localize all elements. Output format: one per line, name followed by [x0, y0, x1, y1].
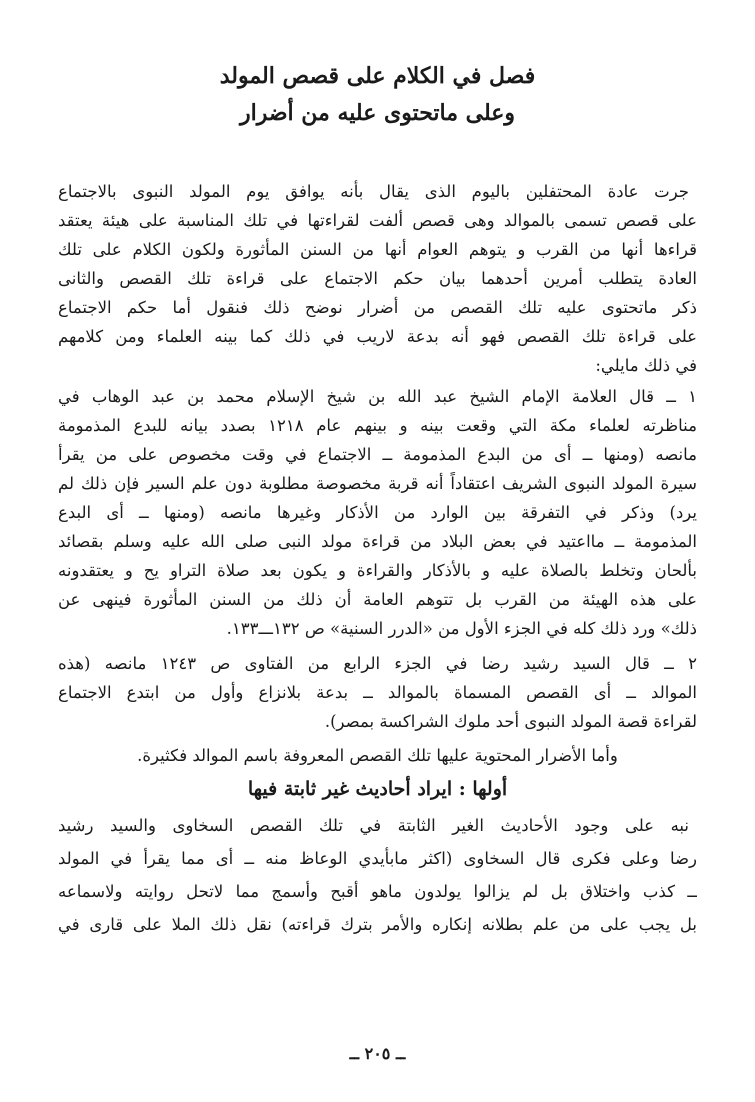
text-line: على قراءة تلك القصص فهو أنه بدعة لاريب في ذلك كما بينه العلماء ومن كلامهم [58, 327, 697, 346]
text-line: رضا وعلى فكرى قال السخاوى (اكثر مابأيدي الوعاظ منه ــ أى مما يقرأ في المولد [58, 849, 697, 868]
text-line: بل يجب على من علم بطلانه إنكاره والأمر بترك قراءته) نقل ذلك الملا على قارى في [58, 915, 697, 934]
text-line: مانصه (ومنها ــ أى من البدع المذمومة ــ الاجتماع في وقت مخصوص على من يقرأ [58, 445, 697, 464]
text-line: على قصص تسمى بالموالد وهى قصص ألفت لقراءتها في تلك المناسبة على هيئة يعتقد [58, 211, 697, 230]
text-line: المذمومة ــ مااعتيد في بعض البلاد من قراءة مولد النبى صلى الله عليه وسلم بقصائد [58, 532, 697, 551]
text-line: لقراءة قصة المولد النبوى أحد ملوك الشراكسة بمصر). [324, 712, 697, 731]
text-line: ذلك» ورد ذلك كله في الجزء الأول من «الدرر السنية» ص ١٣٢ـــ١٣٣. [226, 619, 697, 638]
text-line: ١ ــ قال العلامة الإمام الشيخ عبد الله بن شيخ الإسلام محمد بن عبد الوهاب في [58, 387, 697, 406]
text-line: جرت عادة المحتفلين باليوم الذى يقال بأنه يوافق يوم المولد النبوى بالاجتماع [58, 182, 689, 201]
section-subheading: أولها : ايراد أحاديث غير ثابتة فيها [247, 778, 508, 800]
text-line: ذكر ماتحتوى عليه تلك القصص من أضرار نوضح ذلك فنقول أما حكم الاجتماع [58, 298, 697, 317]
text-line: سيرة المولد النبوى الشريف اعتقاداً أنه قربة مخصوصة مطلوبة دون علم السير فإن ذلك لم [58, 474, 697, 493]
chapter-title-line-2: وعلى ماتحتوى عليه من أضرار [239, 100, 516, 126]
text-line: ٢ ــ قال السيد رشيد رضا في الجزء الرابع من الفتاوى ص ١٢٤٣ مانصه (هذه [58, 654, 697, 673]
text-line: نبه على وجود الأحاديث الغير الثابتة في تلك القصص السخاوى والسيد رشيد [58, 816, 689, 835]
text-line: في ذلك مايلي: [595, 356, 697, 375]
text-line: الموالد ــ أى القصص المسماة بالموالد ــ بدعة بلانزاع وأول من ابتدع الاجتماع [58, 683, 697, 702]
text-line: يرد) وذكر في التفرقة بين الوارد من الأذكار وغيرها مانصه (ومنها ــ أى البدع [58, 503, 697, 522]
text-line: بألحان وتخلط بالصلاة عليه و بالأذكار والقراءة و يكون بعد صلاة التراو يح و يعتقدونه [58, 561, 697, 580]
text-line: قراءها أنها من القرب و يتوهم العوام أنها من السنن المأثورة ولكون الكلام على تلك [58, 240, 697, 259]
chapter-title-line-1: فصل في الكلام على قصص المولد [219, 63, 536, 89]
text-line: مناظرته لعلماء مكة التي وقعت بينه و بينهم عام ١٢١٨ بصدد بيانه للبدع المذمومة [58, 416, 697, 435]
harms-intro: وأما الأضرار المحتوية عليها تلك القصص المعروفة باسم الموالد فكثيرة. [137, 746, 618, 765]
text-line: ــ كذب واختلاق بل لم يزالوا يولدون ماهو أقبح وأسمج مما لاتحل روايته ولاسماعه [58, 882, 697, 901]
page-number: ــ ٢٠٥ ــ [349, 1044, 406, 1063]
text-line: على هذه الهيئة من القرب بل تتوهم العامة أن ذلك من السنن المأثورة فينهى عن [58, 590, 697, 609]
text-line: العادة يتطلب أمرين أحدهما بيان حكم الاجتماع على قراءة تلك القصص والثانى [58, 269, 697, 288]
